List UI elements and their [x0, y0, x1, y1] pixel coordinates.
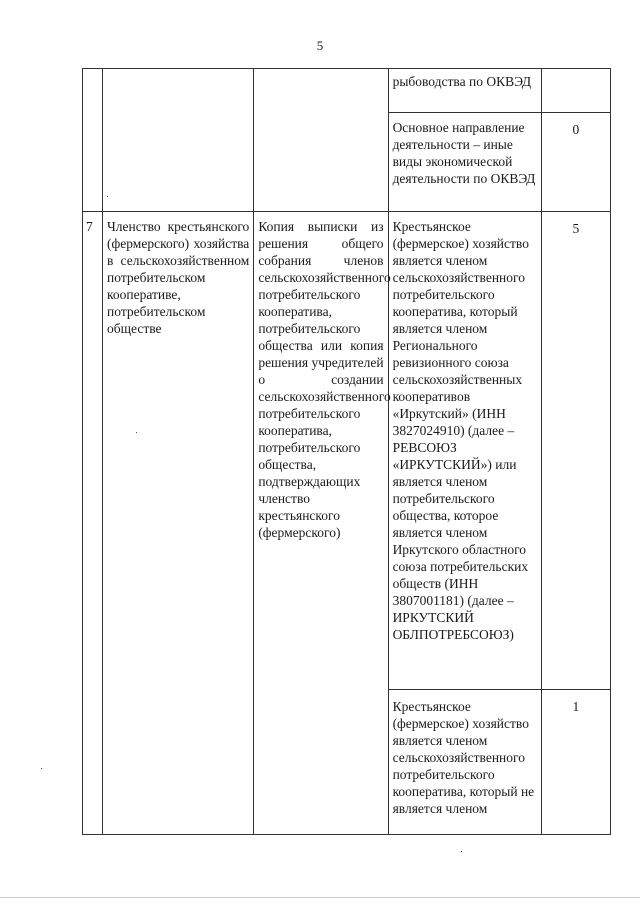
document-cell	[254, 69, 388, 212]
page-number: 5	[316, 38, 324, 53]
value-cell	[388, 212, 541, 690]
table-row	[83, 69, 611, 113]
scan-edge-line	[0, 897, 640, 898]
points-cell	[541, 113, 610, 212]
value-cell	[388, 69, 541, 113]
points-cell	[541, 690, 610, 835]
points-cell	[541, 212, 610, 690]
criterion-cell	[103, 69, 254, 212]
document-cell	[254, 212, 391, 835]
value-cell	[388, 113, 541, 212]
criterion-text: Членство крестьянского (фермерского) хозяйства в сельскохозяйственном потребительском кооперативе, потребительском обществе	[107, 219, 250, 336]
value-text: рыбоводства по ОКВЭД	[392, 74, 532, 89]
points-value: 5	[572, 221, 580, 236]
value-text: Основное направление деятельности – иные виды экономической деятельности по ОКВЭД	[392, 120, 536, 186]
criteria-table	[82, 68, 611, 835]
row-number: 7	[86, 219, 93, 234]
table-row	[83, 212, 611, 690]
criterion-cell	[103, 212, 254, 835]
number-cell	[83, 69, 103, 212]
points-cell	[541, 69, 610, 113]
points-value: 0	[572, 122, 580, 137]
value-text: Крестьянское (фермерское) хозяйство является членом сельскохозяйственного потребительского кооператива, который является членом Регионального ревизионного союза сельскохозяйственных кооперативов «Иркутский» (ИНН 3827024910) (далее – РЕВСОЮЗ «ИРКУТСКИЙ») или является членом потребительского общества, которое является членом Иркутского областного союза потребительских обществ (ИНН 3807001181) (далее – ИРКУТСКИЙ ОБЛПОТРЕБСОЮЗ)	[392, 219, 529, 642]
points-value: 1	[572, 699, 580, 714]
scan-speck	[41, 768, 42, 769]
value-text: Крестьянское (фермерское) хозяйство является членом сельскохозяйственного потребительского кооператива, который не является членом	[392, 699, 535, 816]
scan-speck	[461, 851, 462, 852]
document-text: Копия выписки из решения общего собрания членов сельскохозяйственного потребительского кооператива, потребительского общества или копия решения учредителей о создании сельскохозяйственного потребительского кооператива, потребительского общества, подтверждающих членство крестьянского (фермерского)	[258, 219, 391, 540]
scan-speck	[136, 432, 137, 433]
points-value	[542, 69, 610, 77]
number-cell	[83, 212, 103, 835]
scan-speck	[107, 196, 108, 197]
value-cell	[388, 690, 541, 835]
